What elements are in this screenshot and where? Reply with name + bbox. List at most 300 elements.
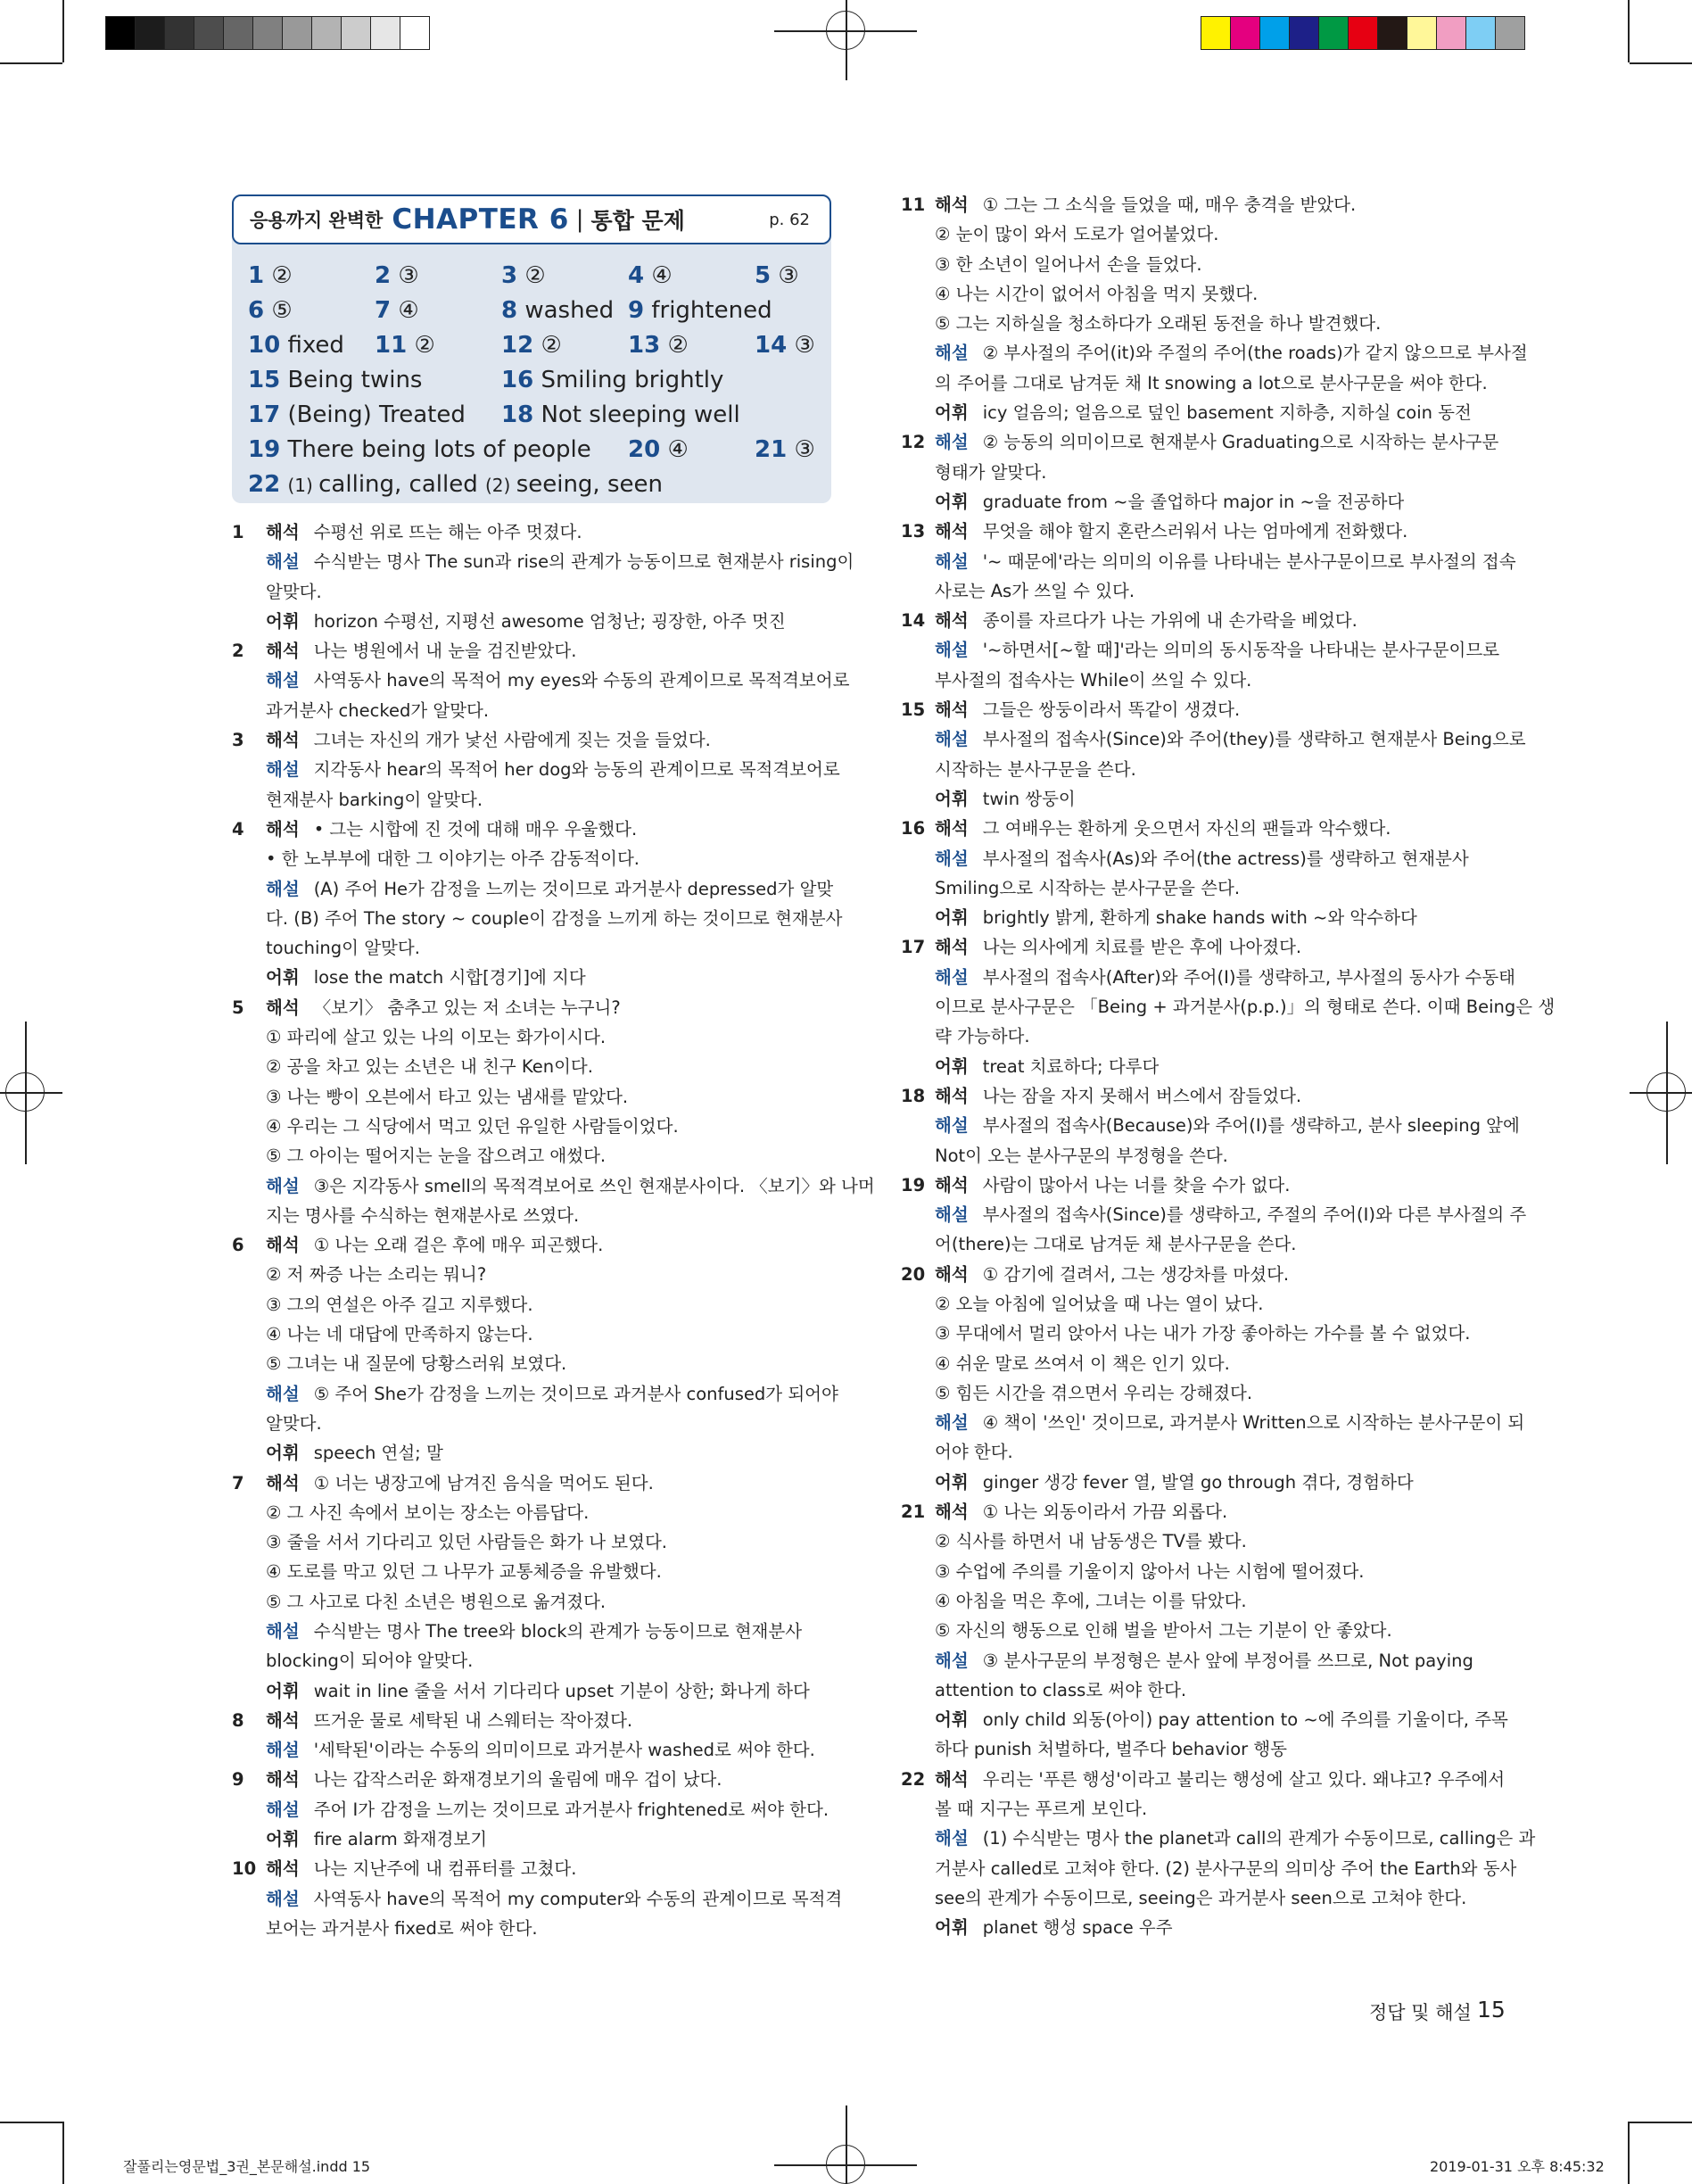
line-text: 나는 의사에게 치료를 받은 후에 나아졌다. [982, 937, 1302, 958]
explanation-line [232, 1201, 838, 1230]
line-text: 주어 I가 감정을 느끼는 것이므로 과거분사 frightened로 써야 한다. [313, 1799, 829, 1820]
label-tag: 해설 [266, 878, 300, 899]
explanation-line [232, 725, 838, 755]
line-text: 종이를 자르다가 나는 가위에 내 손가락을 베었다. [982, 610, 1358, 632]
label-tag: 해설 [935, 432, 969, 453]
label-tag: 어휘 [935, 1709, 969, 1731]
label-tag: 해설 [266, 1740, 300, 1761]
answer-item: 17 (Being) Treated [248, 401, 466, 428]
explanation-line [901, 517, 1507, 546]
label-tag: 해석 [935, 1263, 969, 1285]
label-tag: 해석 [935, 1085, 969, 1106]
explanation-line [901, 1854, 1517, 1883]
explanation-line [232, 933, 838, 963]
line-text: 그 여배우는 환하게 웃으면서 자신의 팬들과 악수했다. [982, 818, 1391, 840]
line-text: 형태가 알맞다. [935, 461, 1047, 483]
item-number: 12 [901, 432, 926, 453]
swatch [1318, 16, 1349, 50]
swatch [1201, 16, 1231, 50]
line-text: icy 얼음의; 얼음으로 덮인 basement 지하층, 지하실 coin 동전 [982, 402, 1472, 424]
swatch [252, 16, 283, 50]
line-text: ⑤ 그 사고로 다친 소년은 병원으로 옮겨졌다. [266, 1591, 607, 1612]
line-text: attention to class로 써야 한다. [935, 1679, 1187, 1700]
label-tag: 어휘 [266, 1680, 300, 1701]
chapter-prefix: 응용까지 완벽한 [250, 210, 384, 231]
explanation-line [232, 1349, 838, 1378]
label-tag: 해설 [935, 1204, 969, 1226]
explanation-line [232, 993, 838, 1022]
label-tag: 어휘 [266, 967, 300, 989]
explanation-line [901, 1111, 1520, 1140]
swatch [105, 16, 136, 50]
explanation-line [232, 963, 838, 992]
explanation-line [901, 635, 1507, 665]
line-text: 어야 한다. [935, 1442, 1013, 1463]
explanation-line [232, 785, 838, 815]
line-text: 그들은 쌍둥이라서 똑같이 생겼다. [982, 699, 1241, 721]
explanation-line [901, 1675, 1507, 1705]
line-text: planet 행성 space 우주 [982, 1917, 1173, 1939]
line-text: 부사절의 접속사(After)와 주어(I)를 생략하고, 부사절의 동사가 수동태 [982, 966, 1516, 988]
label-tag: 해석 [266, 641, 300, 662]
answer-item: 14 ③ [755, 332, 815, 359]
line-text: 〈보기〉 춤추고 있는 저 소녀는 누구니? [313, 997, 621, 1018]
answer-item: 5 ③ [755, 262, 799, 289]
explanation-line [901, 1526, 1507, 1556]
explanation-line [901, 1141, 1507, 1171]
swatch [164, 16, 194, 50]
label-tag: 해설 [935, 343, 969, 364]
answer-item: 11 ② [375, 332, 435, 359]
line-text: 우리는 '푸른 행성'이라고 불리는 행성에 살고 있다. 왜냐고? 우주에서 [982, 1768, 1506, 1790]
swatch [1348, 16, 1378, 50]
line-text: ④ 책이 '쓰인' 것이므로, 과거분사 Written으로 시작하는 분사구문이 되 [982, 1412, 1525, 1434]
explanation-line [901, 992, 1556, 1022]
explanation-line [901, 1229, 1507, 1259]
explanation-line [232, 1824, 838, 1854]
line-text: 사람이 많아서 나는 너를 찾을 수가 없다. [982, 1174, 1291, 1195]
line-text: Smiling으로 시작하는 분사구문을 쓴다. [935, 877, 1241, 898]
line-text: 나는 갑작스러운 화재경보기의 울림에 매우 겁이 났다. [313, 1769, 722, 1791]
label-tag: 해석 [935, 194, 969, 215]
explanation-line [901, 784, 1507, 814]
label-tag: 어휘 [935, 1471, 969, 1493]
label-tag: 어휘 [935, 491, 969, 512]
line-text: graduate from ~을 졸업하다 major in ~을 전공하다 [982, 491, 1405, 512]
explanation-line [901, 724, 1526, 754]
line-text: ① 그는 그 소식을 들었을 때, 매우 충격을 받았다. [982, 194, 1357, 215]
line-text: twin 쌍둥이 [982, 788, 1076, 809]
line-text: 시작하는 분사구문을 쓴다. [935, 758, 1136, 780]
line-text: '세탁된'이라는 수동의 의미이므로 과거분사 washed로 써야 한다. [313, 1740, 815, 1761]
explanation-line [232, 1468, 838, 1498]
label-tag: 해설 [266, 551, 300, 573]
answer-key-box [232, 194, 831, 503]
item-number: 10 [232, 1858, 257, 1880]
explanation-line [232, 1884, 843, 1914]
label-tag: 해설 [935, 1412, 969, 1434]
explanation-line [901, 458, 1507, 487]
answer-item: 8 washed [501, 297, 615, 324]
item-number: 22 [901, 1768, 926, 1790]
line-text: ② 오늘 아침에 일어났을 때 나는 열이 났다. [935, 1293, 1264, 1314]
explanation-line [901, 755, 1507, 784]
line-text: 어(there)는 그대로 남겨둔 채 분사구문을 쓴다. [935, 1234, 1297, 1255]
line-text: 략 가능하다. [935, 1026, 1030, 1047]
explanation-line [232, 1230, 838, 1260]
explanation-line [232, 1617, 838, 1646]
explanation-line [232, 1735, 838, 1765]
label-tag: 해석 [935, 818, 969, 840]
answer-item: 20 ④ [628, 436, 689, 463]
explanation-line [901, 1497, 1507, 1526]
label-tag: 해석 [266, 1858, 300, 1880]
line-text: ④ 도로를 막고 있던 그 나무가 교통체증을 유발했다. [266, 1561, 662, 1583]
label-tag: 해설 [266, 1799, 300, 1820]
explanation-line [901, 1378, 1507, 1408]
label-tag: 해석 [266, 997, 300, 1018]
line-text: 거분사 called로 고쳐야 한다. (2) 분사구문의 의미상 주어 the Earth와 동사 [935, 1857, 1517, 1879]
explanation-line [232, 666, 850, 695]
label-tag: 해설 [266, 1620, 300, 1642]
line-text: ② 공을 차고 있는 소년은 내 친구 Ken이다. [266, 1056, 593, 1078]
label-tag: 해석 [935, 699, 969, 721]
line-text: 지각동사 hear의 목적어 her dog와 능동의 관계이므로 목적격보어로 [313, 759, 840, 781]
line-text: ③ 줄을 서서 기다리고 있던 사람들은 화가 나 보였다. [266, 1532, 668, 1553]
explanation-line [232, 1498, 838, 1527]
line-text: ⑤ 그녀는 내 질문에 당황스러워 보였다. [266, 1353, 567, 1375]
item-number: 16 [901, 818, 926, 840]
explanation-line [901, 427, 1507, 457]
line-text: treat 치료하다; 다루다 [982, 1055, 1160, 1077]
line-text: ② 그 사진 속에서 보이는 장소는 아름답다. [266, 1502, 590, 1523]
label-tag: 해설 [266, 670, 300, 691]
answer-item: 18 Not sleeping well [501, 401, 740, 428]
item-number: 3 [232, 730, 244, 751]
line-text: ① 파리에 살고 있는 나의 이모는 화가이시다. [266, 1027, 607, 1048]
explanation-line [901, 1437, 1507, 1467]
line-text: 나는 지난주에 내 컴퓨터를 고쳤다. [313, 1858, 577, 1880]
explanation-line [901, 903, 1507, 932]
explanation-line [901, 814, 1507, 843]
explanations-left-column [232, 517, 875, 1943]
explanation-line [901, 1913, 1507, 1942]
label-tag: 해석 [935, 610, 969, 632]
explanation-line [232, 1676, 838, 1706]
line-text: brightly 밝게, 환하게 shake hands with ~와 악수하다 [982, 907, 1417, 929]
explanation-line [901, 309, 1507, 338]
explanation-line [901, 250, 1507, 279]
explanation-line [232, 1022, 838, 1052]
line-text: 사역동사 have의 목적어 my eyes와 수동의 관계이므로 목적격보어로 [313, 670, 850, 691]
line-text: ② 능동의 의미이므로 현재분사 Graduating으로 시작하는 분사구문 [982, 432, 1499, 453]
line-text: ⑤ 그 아이는 떨어지는 눈을 잡으려고 애썼다. [266, 1146, 607, 1167]
color-calibration-bar [1201, 16, 1524, 50]
explanation-line [232, 1438, 838, 1468]
label-tag: 어휘 [935, 907, 969, 929]
label-tag: 어휘 [935, 1917, 969, 1939]
line-text: ③ 한 소년이 일어나서 손을 들었다. [935, 253, 1202, 275]
label-tag: 해설 [935, 1828, 969, 1849]
label-tag: 해설 [266, 1383, 300, 1404]
item-number: 14 [901, 610, 926, 632]
explanation-line [232, 874, 838, 904]
answer-item: 19 There being lots of people [248, 436, 591, 463]
explanation-line [901, 398, 1507, 427]
label-tag: 해설 [935, 1115, 969, 1137]
line-text: ① 나는 외동이라서 가끔 외롭다. [982, 1502, 1228, 1523]
answer-item: 21 ③ [755, 436, 815, 463]
answer-item: 6 ⑤ [248, 297, 293, 324]
line-text: 부사절의 접속사는 While이 쓰일 수 있다. [935, 669, 1252, 691]
line-text: ② 부사절의 주어(it)와 주절의 주어(the roads)가 같지 않으므로 부사절 [982, 343, 1528, 364]
answer-item: 15 Being twins [248, 367, 423, 393]
explanation-line [901, 368, 1507, 398]
line-text: 부사절의 접속사(Because)와 주어(I)를 생략하고, 분사 sleeping 앞에 [982, 1115, 1520, 1137]
line-text: (A) 주어 He가 감정을 느끼는 것이므로 과거분사 depressed가 알맞 [313, 878, 834, 899]
line-text: 무엇을 해야 할지 혼란스러워서 나는 엄마에게 전화했다. [982, 521, 1408, 542]
item-number: 15 [901, 699, 926, 721]
answer-item: 1 ② [248, 262, 293, 289]
swatch [282, 16, 312, 50]
line-text: ② 식사를 하면서 내 남동생은 TV를 봤다. [935, 1531, 1247, 1552]
explanation-line [901, 1260, 1507, 1289]
explanation-line [232, 1914, 838, 1943]
line-text: 지는 명사를 수식하는 현재분사로 쓰였다. [266, 1204, 580, 1226]
line-text: blocking이 되어야 알맞다. [266, 1650, 474, 1672]
line-text: ④ 우리는 그 식당에서 먹고 있던 유일한 사람들이었다. [266, 1115, 679, 1137]
explanation-line [901, 1616, 1507, 1645]
explanation-line [901, 844, 1507, 873]
label-tag: 어휘 [266, 1443, 300, 1464]
explanation-line [901, 963, 1516, 992]
label-tag: 해석 [935, 1174, 969, 1195]
swatch [1289, 16, 1319, 50]
explanation-line [232, 844, 838, 873]
label-tag: 해설 [935, 848, 969, 869]
explanation-line [901, 190, 1507, 219]
explanation-line [901, 695, 1507, 724]
explanation-line [232, 1527, 838, 1557]
answer-item: 12 ② [501, 332, 562, 359]
item-number: 6 [232, 1235, 244, 1256]
line-text: (1) 수식받는 명사 the planet과 call의 관계가 수동이므로, calling은 과 [982, 1828, 1536, 1849]
explanation-line [232, 547, 854, 576]
line-text: 수식받는 명사 The tree와 block의 관계가 능동이므로 현재분사 [313, 1620, 803, 1642]
label-tag: 해석 [935, 1768, 969, 1790]
label-tag: 해석 [266, 1709, 300, 1731]
explanation-line [232, 517, 838, 547]
line-text: 사역동사 have의 목적어 my computer와 수동의 관계이므로 목적격 [313, 1888, 843, 1909]
line-text: 그녀는 자신의 개가 낯선 사람에게 짖는 것을 들었다. [313, 730, 711, 751]
line-text: ④ 나는 시간이 없어서 아침을 먹지 못했다. [935, 283, 1259, 304]
explanation-line [232, 1409, 838, 1438]
line-text: 알맞다. [266, 1412, 322, 1434]
line-text: 뜨거운 물로 세탁된 내 스웨터는 작아졌다. [313, 1709, 633, 1731]
answer-item: 22 (1) calling, called (2) seeing, seen [248, 471, 663, 498]
item-number: 17 [901, 937, 926, 958]
swatch [400, 16, 430, 50]
line-text: ③ 분사구문의 부정형은 분사 앞에 부정어를 쓰므로, Not paying [982, 1650, 1473, 1671]
item-number: 13 [901, 521, 926, 542]
explanation-line [901, 1705, 1507, 1734]
explanation-line [232, 1082, 838, 1112]
line-text: ⑤ 그는 지하실을 청소하다가 오래된 동전을 하나 발견했다. [935, 313, 1382, 335]
chapter-subtitle: 통합 문제 [590, 208, 685, 234]
swatch [1465, 16, 1496, 50]
line-text: 볼 때 지구는 푸르게 보인다. [935, 1799, 1148, 1820]
explanation-line [232, 1379, 838, 1409]
item-number: 20 [901, 1263, 926, 1285]
line-text: ② 저 짜증 나는 소리는 뭐니? [266, 1264, 487, 1286]
item-number: 5 [232, 997, 244, 1018]
explanation-line [901, 1765, 1507, 1794]
explanation-line [232, 1052, 838, 1081]
explanation-line [232, 755, 838, 784]
explanation-line [901, 873, 1507, 903]
line-text: 나는 병원에서 내 눈을 검진받았다. [313, 641, 577, 662]
item-number: 2 [232, 641, 244, 662]
explanation-line [901, 279, 1507, 309]
explanation-line [901, 1794, 1507, 1824]
item-number: 18 [901, 1085, 926, 1106]
explanation-line [901, 1200, 1527, 1229]
line-text: fire alarm 화재경보기 [313, 1829, 488, 1850]
label-tag: 어휘 [266, 610, 300, 632]
line-text: 하다 punish 처벌하다, 벌주다 behavior 행동 [935, 1739, 1288, 1760]
label-tag: 해설 [935, 550, 969, 572]
line-text: ③ 나는 빵이 오븐에서 타고 있는 냄새를 맡았다. [266, 1086, 629, 1107]
item-number: 4 [232, 818, 244, 840]
label-tag: 해석 [266, 522, 300, 542]
label-tag: 어휘 [935, 402, 969, 424]
line-text: horizon 수평선, 지평선 awesome 엄청난; 굉장한, 아주 멋진 [313, 610, 786, 632]
explanation-line [901, 487, 1507, 517]
label-tag: 해석 [266, 1472, 300, 1493]
line-text: Not이 오는 분사구문의 부정형을 쓴다. [935, 1145, 1228, 1166]
explanation-line [232, 1141, 838, 1171]
gray-calibration-bar [105, 16, 429, 50]
explanation-line [901, 1824, 1536, 1853]
explanation-line [232, 1795, 838, 1824]
item-number: 9 [232, 1769, 244, 1791]
explanation-line [901, 1408, 1525, 1437]
line-text: ① 나는 오래 걸은 후에 매우 피곤했다. [313, 1235, 604, 1256]
line-text: ③ 수업에 주의를 기울이지 않아서 나는 시험에 떨어졌다. [935, 1560, 1365, 1582]
swatch [1259, 16, 1290, 50]
item-number: 19 [901, 1174, 926, 1195]
page-reference: p. 62 [769, 210, 810, 229]
line-text: touching이 알맞다. [266, 938, 420, 959]
swatch [194, 16, 224, 50]
item-number: 1 [232, 522, 244, 542]
explanation-line [232, 1854, 838, 1883]
line-text: 이므로 분사구문은 「Being + 과거분사(p.p.)」의 형태로 쓴다. 이때 Being은 생 [935, 997, 1556, 1018]
explanation-line [232, 1557, 838, 1586]
explanation-line [901, 606, 1507, 635]
line-text: 다. (B) 주어 The story ~ couple이 감정을 느끼게 하는 것이므로 현재분사 [266, 907, 843, 929]
swatch [1436, 16, 1466, 50]
label-tag: 해설 [266, 759, 300, 781]
explanation-line [232, 1260, 838, 1289]
line-text: • 한 노부부에 대한 그 이야기는 아주 감동적이다. [266, 848, 640, 870]
line-text: ① 너는 냉장고에 남겨진 음식을 먹어도 된다. [313, 1472, 654, 1493]
line-text: 과거분사 checked가 알맞다. [266, 699, 490, 721]
explanation-line [901, 1171, 1507, 1200]
explanation-line [901, 1557, 1507, 1586]
page-number: 15 [1477, 1997, 1506, 2023]
line-text: ④ 쉬운 말로 쓰여서 이 책은 인기 있다. [935, 1353, 1230, 1374]
swatch [341, 16, 371, 50]
label-tag: 해설 [935, 729, 969, 750]
item-number: 11 [901, 194, 926, 215]
line-text: lose the match 시합[경기]에 지다 [313, 967, 586, 989]
label-tag: 해석 [266, 1769, 300, 1791]
line-text: 부사절의 접속사(Since)와 주어(they)를 생략하고 현재분사 Being으로 [982, 729, 1526, 750]
label-tag: 해설 [935, 1650, 969, 1671]
label-tag: 해석 [935, 1502, 969, 1523]
explanation-line [901, 1646, 1507, 1675]
line-text: 수식받는 명사 The sun과 rise의 관계가 능동이므로 현재분사 rising이 [313, 551, 854, 573]
label-tag: 어휘 [266, 1829, 300, 1850]
explanation-line [232, 904, 843, 933]
label-tag: 어휘 [935, 788, 969, 809]
explanation-line [901, 1883, 1507, 1913]
explanation-line [232, 1290, 838, 1320]
explanation-line [901, 219, 1507, 249]
explanation-line [232, 1112, 838, 1141]
item-number: 8 [232, 1709, 244, 1731]
line-text: only child 외동(아이) pay attention to ~에 주의를 기울이다, 주목 [982, 1709, 1508, 1731]
answer-item: 10 fixed [248, 332, 344, 359]
explanation-line [232, 1171, 875, 1201]
explanation-line [901, 1468, 1507, 1497]
label-tag: 해설 [935, 640, 969, 661]
swatch [370, 16, 400, 50]
answer-item: 9 frightened [628, 297, 772, 324]
line-text: wait in line 줄을 서서 기다리다 upset 기분이 상한; 화나게 하다 [313, 1680, 810, 1701]
explanation-line [901, 666, 1507, 695]
explanation-line [901, 932, 1507, 962]
answer-item: 3 ② [501, 262, 546, 289]
explanation-line [901, 1081, 1507, 1111]
explanation-line [232, 607, 838, 636]
line-text: 부사절의 접속사(Since)를 생략하고, 주절의 주어(I)와 다른 부사절의 주 [982, 1204, 1527, 1226]
line-text: see의 관계가 수동이므로, seeing은 과거분사 seen으로 고쳐야 한다. [935, 1887, 1467, 1908]
explanation-line [901, 338, 1528, 368]
line-text: 현재분사 barking이 알맞다. [266, 789, 483, 810]
line-text: 부사절의 접속사(As)와 주어(the actress)를 생략하고 현재분사 [982, 848, 1469, 869]
label-tag: 어휘 [935, 1055, 969, 1077]
line-text: 보어는 과거분사 fixed로 써야 한다. [266, 1917, 538, 1939]
footer-section-label: 정답 및 해설 [1369, 2002, 1472, 2023]
swatch [311, 16, 342, 50]
line-text: speech 연설; 말 [313, 1443, 443, 1464]
swatch [1407, 16, 1437, 50]
slug-timestamp: 2019-01-31 오후 8:45:32 [1430, 2158, 1605, 2175]
swatch [1230, 16, 1260, 50]
explanations-right-column [901, 190, 1556, 1943]
answer-item: 13 ② [628, 332, 689, 359]
explanation-line [232, 1320, 838, 1349]
explanation-line [232, 636, 838, 666]
explanation-line [232, 1765, 838, 1794]
slug-filename: 잘풀리는영문법_3권_본문해설.indd 15 [123, 2158, 371, 2175]
explanation-line [901, 1022, 1507, 1051]
item-number: 21 [901, 1502, 926, 1523]
label-tag: 해석 [935, 937, 969, 958]
explanation-line [232, 577, 838, 607]
